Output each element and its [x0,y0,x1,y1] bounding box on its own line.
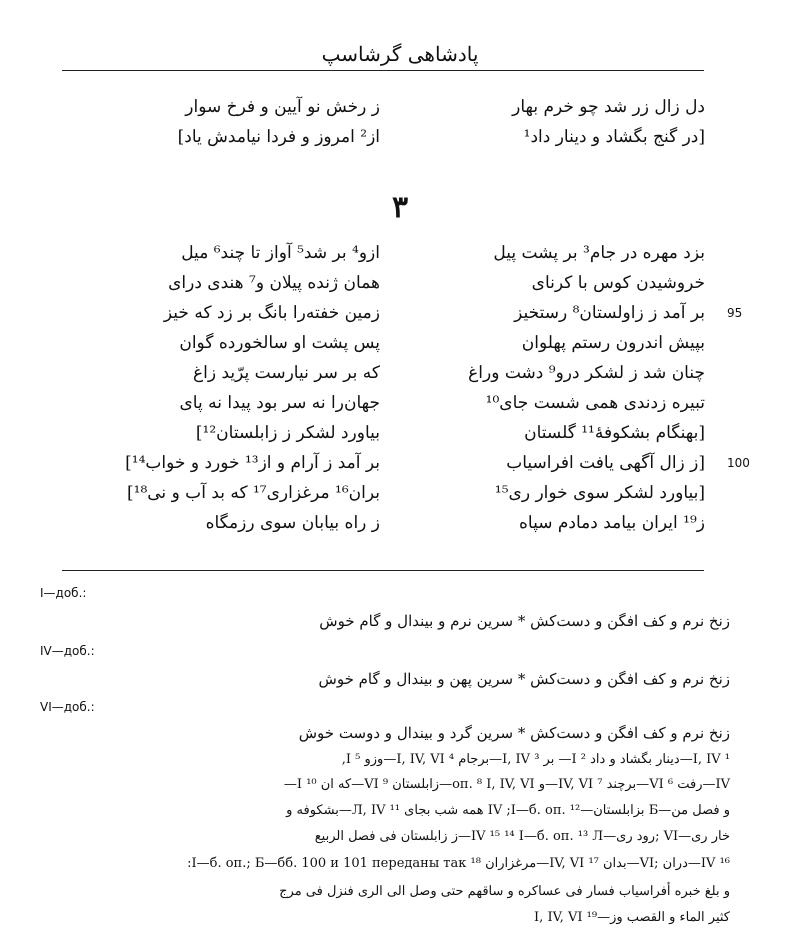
top-verse-left-1: ز رخش نو آیین و فرخ سوار [185,97,380,117]
page-title: پادشاهی گرشاسپ [321,42,479,66]
verse-left-10: ز راه بیابان سوی رزمگاه [205,513,380,533]
verse-right-3: بر آمد ز زاولستان⁸ رستخیز [514,303,705,323]
footnote-ms-addition-1: I—доб.: [40,586,87,600]
footnote-ms-addition-3: VI—доб.: [40,700,95,714]
footnote-separator [62,570,704,571]
verse-right-10: ز¹⁹ ایران بیامد دمادم سپاه [519,513,705,533]
top-verse-left-2: از² امروز و فردا نیامدش یاد] [177,127,380,147]
verse-right-7: [بهنگام بشکوفهٔ¹¹ گلستان [524,423,705,443]
verse-left-9: بران¹⁶ مرغزاری¹⁷ که بد آب و نی¹⁸] [126,483,380,503]
verse-left-4: پس پشت او سالخورده گوان [179,333,380,353]
footnote-variants-2: IV—رفت ⁶ VI—برچند ⁷ IV, VI—و оп. ⁸ I, IV, VI—زابلستان ⁹ VI—که ان ¹⁰ I— [283,777,730,792]
verse-number-100: 100 [727,456,750,470]
verse-number-95: 95 [727,306,743,320]
verse-right-8: [ز زال آگهی یافت افراسیاب [506,453,705,473]
verse-left-8: بر آمد ز آرام و از¹³ خورد و خواب¹⁴] [125,453,380,473]
footnote-ms-addition-2: IV—доб.: [40,644,95,658]
verse-left-7: بیاورد لشکر ز زابلستان¹²] [195,423,380,443]
footnote-verse-2: زنخ نرم و کف افگن و دست‌کش * سرین پهن و بیندال و گام خوش [318,670,730,688]
verse-left-5: که بر سر نیارست پرّید زاغ [193,363,380,383]
header-rule [62,70,704,71]
footnote-verse-1: زنخ نرم و کف افگن و دست‌کش * سرین نرم و بیندال و گام خوش [319,612,730,630]
footnote-variants-7: کثیر الماء و القصب وز—¹⁹ I, IV, VI [534,910,730,925]
verse-right-1: بزد مهره در جام³ بر پشت پیل [493,243,705,263]
verse-left-2: همان ژنده پیلان و⁷ هندی درای [168,273,380,293]
verse-right-4: بپیش اندرون رستم پهلوان [521,333,705,353]
verse-left-1: ازو⁴ بر شد⁵ آواز تا چند⁶ میل [181,243,380,263]
footnote-variants-3: و فصل من—Б بزابلستان—IV ;I—б. оп. ¹² همه شب بجای ¹¹ Л, IV—بشکوفه و [286,803,730,818]
footnote-variants-6: و بلغ خبره أفراسیاب فسار فی عساکره و ساقهم حتی وصل الی الری فنزل فی مرج [279,884,730,899]
verse-right-5: چنان شد ز لشکر درو⁹ دشت وراغ [468,363,705,383]
section-number: ۳ [391,190,409,225]
footnote-verse-3: زنخ نرم و کف افگن و دست‌کش * سرین گرد و بیندال و دوست خوش [298,724,730,742]
top-verse-right-1: دل زال زر شد چو خرم بهار [512,97,705,117]
verse-left-3: زمین خفته‌را بانگ بر زد که خیز [163,303,380,323]
verse-left-6: جهان‌را نه سر بود پیدا نه پای [179,393,380,413]
verse-right-2: خروشیدن کوس با کرنای [531,273,705,293]
top-verse-right-2: [در گنج بگشاد و دینار داد¹ [523,127,705,147]
footnote-variants-1: ¹ I, IV—دینار بگشاد و داد ² I— بر ³ I, IV—برجام ⁴ I, IV, VI—وزو ⁵ I, [341,752,730,767]
verse-right-9: [بیاورد لشکر سوی خوار ری¹⁵ [494,483,705,503]
verse-right-6: تبیره زدندی همی شست جای¹⁰ [485,393,705,413]
footnote-variants-4: خار ری—VI ;رود ری—IV ¹⁵ ¹⁴ I—б. оп. ¹³ Л—ز زابلستان فی فصل الربیع [314,829,730,844]
footnote-variants-5: ¹⁶ IV—دران ;VI—بدان ¹⁷ IV, VI—مرغزاران ¹⁸ I—б. оп.; Б—бб. 100 и 101 переданы так: [187,856,730,871]
